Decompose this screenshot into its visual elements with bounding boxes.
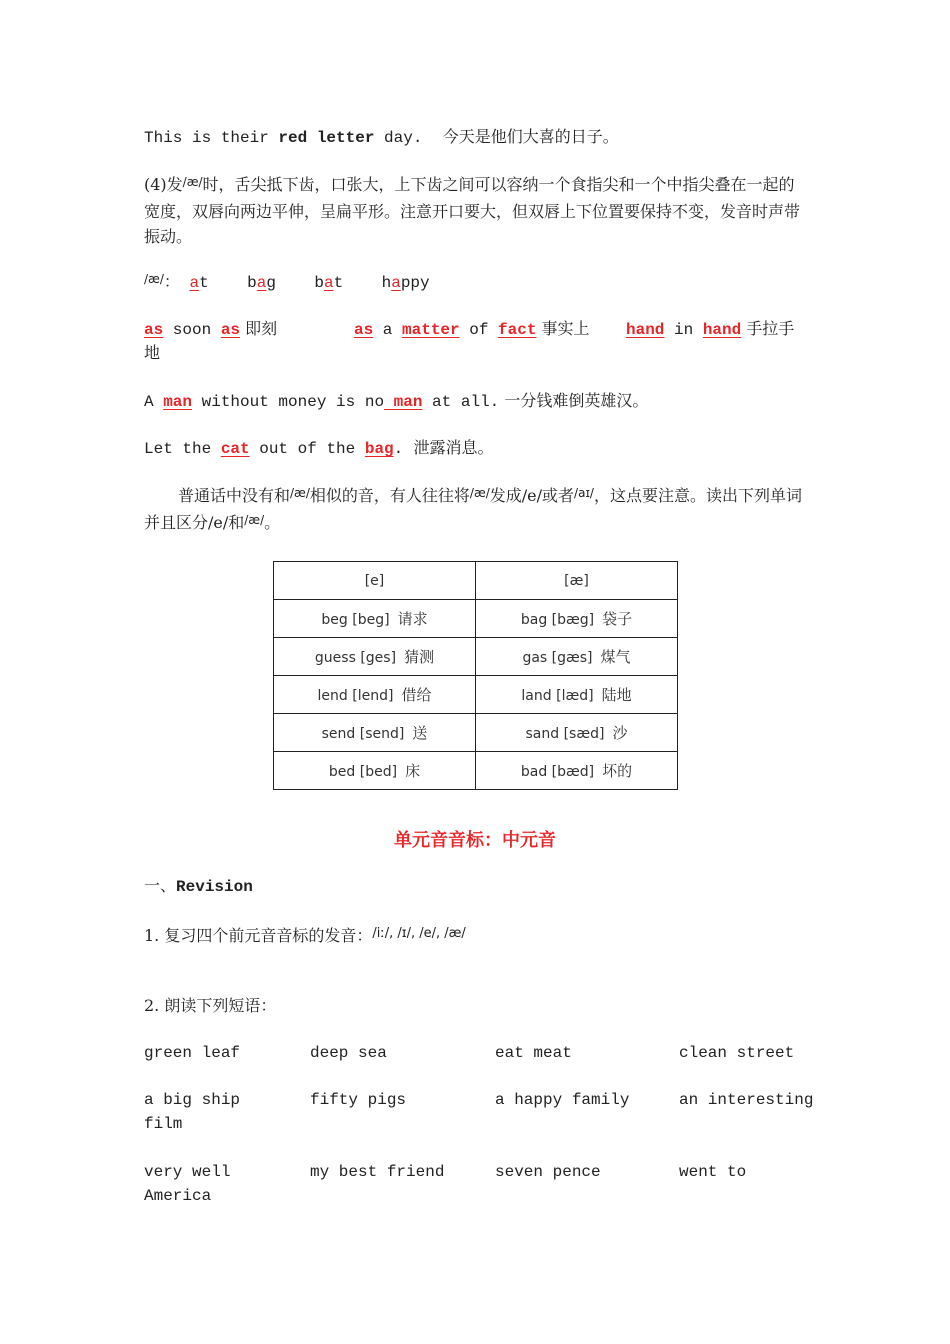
phrase-wrap: America (144, 1187, 212, 1205)
translation: 坏的 (602, 762, 633, 780)
text-segment: g (266, 274, 276, 292)
text-segment: at all. (422, 393, 500, 411)
revision-title: Revision (176, 878, 253, 896)
highlight-word: as (354, 321, 374, 339)
text-segment: This is their (144, 129, 279, 147)
translation: 一分钱难倒英雄汉。 (499, 391, 649, 410)
text-segment: day. (374, 129, 423, 147)
idiom-hand-in-hand (626, 317, 794, 342)
phrase: clean street (679, 1044, 795, 1062)
highlight-letter: a (391, 274, 401, 292)
idiom-as-soon-as (144, 317, 277, 342)
text-segment: 1. 复习四个前元音音标的发音： (144, 926, 373, 945)
table-cell (476, 638, 678, 676)
word-with-ipa: beg [beg] (321, 612, 390, 628)
translation: 借给 (401, 686, 432, 704)
word-with-ipa: sand [sæd] (525, 726, 605, 742)
highlight-word: bag (364, 440, 394, 458)
highlight-word: as (220, 321, 241, 339)
ipa-symbol: /æ/ (144, 272, 164, 286)
text-segment: A (144, 393, 164, 411)
translation: 即刻 (240, 319, 278, 338)
table-header-row (274, 562, 678, 600)
text-segment: 普通话中没有和 (178, 486, 291, 505)
ipa-symbol: /æ/ (469, 486, 490, 500)
pronunciation-paragraph (144, 172, 808, 249)
word-with-ipa: bad [bæd] (520, 764, 595, 780)
sentence-red-letter-day (144, 125, 619, 150)
word-with-ipa: land [læd] (521, 688, 594, 704)
text-segment: Let the (144, 440, 221, 458)
table-row (274, 714, 678, 752)
text-segment: 相似的音，有人往往将 (309, 486, 470, 505)
highlight-word: hand (702, 321, 742, 339)
translation: 煤气 (600, 648, 631, 666)
translation: 泄露消息。 (403, 438, 494, 457)
text-segment: t (333, 274, 344, 292)
text-segment: ppy (400, 274, 430, 292)
idiom-as-a-matter-of-fact (354, 317, 590, 342)
table-row (274, 676, 678, 714)
table-cell (274, 600, 476, 638)
table-cell (476, 600, 678, 638)
translation-wrap: 地 (144, 343, 161, 362)
section-heading: 单元音音标：中元音 (394, 830, 556, 851)
text-segment: 时，舌尖抵下齿，口张大，上下齿之间可以容纳一个食指尖和一个中指尖叠在一起的宽度，双唇向两边平伸，呈扁平形。注意开口要大，但双唇上下位置要保持不变，发音时声带振动。 (144, 175, 801, 246)
bold-phrase: red letter (278, 129, 375, 147)
phrase: very well (144, 1163, 231, 1181)
highlight-word: man (163, 393, 193, 411)
table-cell (274, 676, 476, 714)
translation: 沙 (612, 724, 628, 742)
sentence-cat-out-of-bag (144, 436, 493, 461)
translation: 请求 (397, 610, 428, 628)
translation: 送 (412, 724, 428, 742)
word-with-ipa: send [send] (321, 726, 405, 742)
text-segment: a (373, 321, 403, 339)
translation: 今天是他们大喜的日子。 (442, 127, 619, 146)
vowel-comparison-table (273, 561, 678, 790)
table-row (274, 752, 678, 790)
phrase: eat meat (495, 1044, 572, 1062)
ipa-symbols: /iː/, /ɪ/, /e/, /æ/ (372, 926, 466, 941)
note-paragraph (144, 483, 808, 537)
column-header: [æ] (476, 562, 678, 600)
revision-item-2: 2. 朗读下列短语： (144, 996, 277, 1015)
phrase-wrap: film (144, 1115, 183, 1133)
sentence-man-without-money (144, 389, 648, 414)
highlight-word: matter (402, 321, 460, 339)
ipa-symbol: /aɪ/ (574, 486, 594, 500)
highlight-word: cat (220, 440, 250, 458)
phrase: seven pence (495, 1163, 601, 1181)
text-segment: in (664, 321, 703, 339)
text-segment: 一、 (144, 876, 177, 895)
text-segment: ，这点要注意。读出下列单词并且区分/e/和 (144, 486, 802, 532)
ipa-symbol: /æ/ (244, 513, 265, 527)
highlight-word: as (144, 321, 164, 339)
text-segment: 发成/e/或者 (489, 486, 575, 505)
phrase: fifty pigs (310, 1091, 407, 1109)
text-segment: soon (163, 321, 221, 339)
table-cell (476, 676, 678, 714)
table-row (274, 600, 678, 638)
table-cell (476, 714, 678, 752)
translation: 床 (405, 762, 421, 780)
word-with-ipa: bed [bed] (328, 764, 398, 780)
ipa-symbol: /æ/ (182, 175, 203, 189)
table-row (274, 638, 678, 676)
word-with-ipa: gas [gæs] (522, 650, 593, 666)
translation: 猜测 (404, 648, 435, 666)
table-cell (476, 752, 678, 790)
colon: ： (163, 272, 180, 291)
highlight-letter: a (256, 274, 267, 292)
highlight-word: fact (498, 321, 537, 339)
translation: 事实上 (536, 319, 590, 338)
highlight-letter: a (323, 274, 334, 292)
text-segment: h (381, 274, 392, 292)
phrase: a happy family (495, 1091, 630, 1109)
translation: 陆地 (601, 686, 632, 704)
word-with-ipa: bag [bæg] (520, 612, 595, 628)
phrase: green leaf (144, 1044, 241, 1062)
highlight-word: man (384, 393, 423, 411)
ipa-symbol: /æ/ (290, 486, 310, 500)
text-segment: b (314, 274, 324, 292)
text-segment: without money is no (192, 393, 385, 411)
translation: 手拉手 (741, 319, 795, 338)
table-cell (274, 752, 476, 790)
text-segment: t (199, 274, 209, 292)
highlight-word: hand (626, 321, 665, 339)
revision-heading (144, 874, 253, 899)
text-segment: 。 (264, 513, 281, 532)
table-cell (274, 638, 476, 676)
phrase: went to (679, 1163, 747, 1181)
phrase: an interesting (679, 1091, 814, 1109)
highlight-letter: a (189, 274, 200, 292)
word-with-ipa: guess [ges] (314, 650, 397, 666)
column-header: [e] (274, 562, 476, 600)
ae-example-words (144, 270, 430, 295)
table-cell (274, 714, 476, 752)
text-segment: (4)发 (144, 175, 183, 194)
phrase: a big ship (144, 1091, 241, 1109)
phrase: my best friend (310, 1163, 445, 1181)
text-segment: of (459, 321, 499, 339)
revision-item-1 (144, 924, 466, 950)
translation: 袋子 (602, 610, 633, 628)
word-with-ipa: lend [lend] (317, 688, 394, 704)
text-segment: out of the (249, 440, 365, 458)
text-segment: b (247, 274, 257, 292)
text-segment: . (393, 440, 404, 458)
phrase: deep sea (310, 1044, 387, 1062)
